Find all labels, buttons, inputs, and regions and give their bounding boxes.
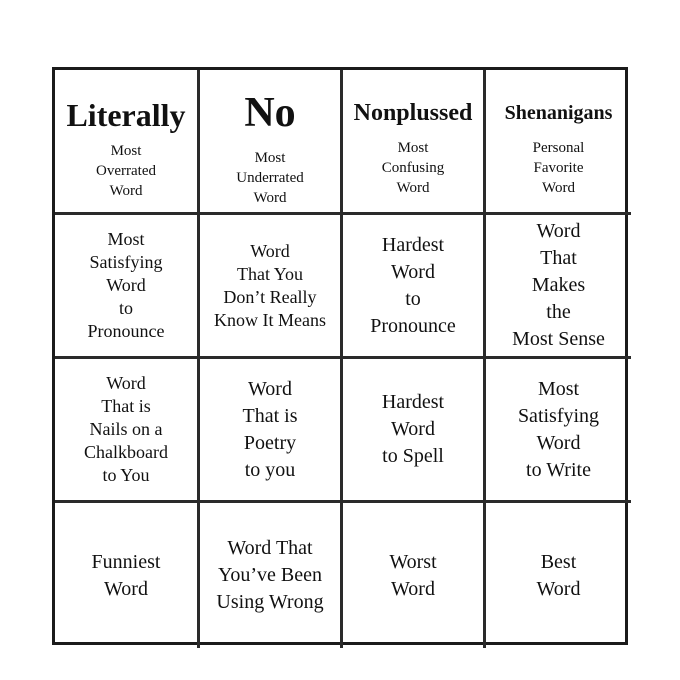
bingo-cell-nonplussed[interactable]	[343, 70, 486, 215]
bingo-cell-hardest-to-pronounce[interactable]	[343, 215, 486, 359]
bingo-cell-funniest[interactable]	[55, 503, 200, 648]
cell-label: Best Word	[536, 550, 581, 600]
cell-label: Word That You Don’t Really Know It Means	[214, 240, 326, 330]
cell-word: No	[244, 90, 296, 136]
cell-label: Most Underrated Word	[236, 150, 304, 207]
cell-word: Shenanigans	[504, 102, 613, 124]
cell-label: Most Overrated Word	[96, 143, 156, 200]
cell-label: Word That is Nails on a Chalkboard to You	[84, 373, 168, 485]
bingo-cell-worst[interactable]	[343, 503, 486, 648]
cell-label: Word That is Poetry to you	[242, 377, 298, 481]
cell-word: Literally	[66, 97, 186, 133]
cell-label: Word That Makes the Most Sense	[512, 220, 605, 350]
cell-label: Worst Word	[389, 550, 437, 600]
bingo-cell-most-sense[interactable]	[486, 215, 631, 359]
bingo-cell-dont-know-meaning[interactable]	[200, 215, 343, 359]
bingo-cell-best[interactable]	[486, 503, 631, 648]
bingo-card	[52, 67, 628, 645]
cell-word: Nonplussed	[353, 100, 473, 126]
cell-label: Funniest Word	[91, 550, 161, 600]
bingo-cell-poetry[interactable]	[200, 359, 343, 503]
bingo-cell-using-wrong[interactable]	[200, 503, 343, 648]
cell-label: Most Confusing Word	[381, 140, 445, 197]
cell-label: Personal Favorite Word	[532, 140, 585, 196]
bingo-cell-shenanigans[interactable]	[486, 70, 631, 215]
cell-label: Word That You’ve Been Using Wrong	[216, 537, 324, 613]
bingo-cell-literally[interactable]	[55, 70, 200, 215]
bingo-cell-nails-on-chalkboard[interactable]	[55, 359, 200, 503]
cell-label: Hardest Word to Spell	[381, 391, 445, 467]
bingo-cell-satisfying-to-pronounce[interactable]	[55, 215, 200, 359]
cell-label: Most Satisfying Word to Write	[517, 377, 600, 481]
bingo-cell-no[interactable]	[200, 70, 343, 215]
bingo-cell-hardest-to-spell[interactable]	[343, 359, 486, 503]
bingo-cell-satisfying-to-write[interactable]	[486, 359, 631, 503]
cell-label: Most Satisfying Word to Pronounce	[87, 229, 165, 341]
cell-label: Hardest Word to Pronounce	[370, 233, 456, 337]
